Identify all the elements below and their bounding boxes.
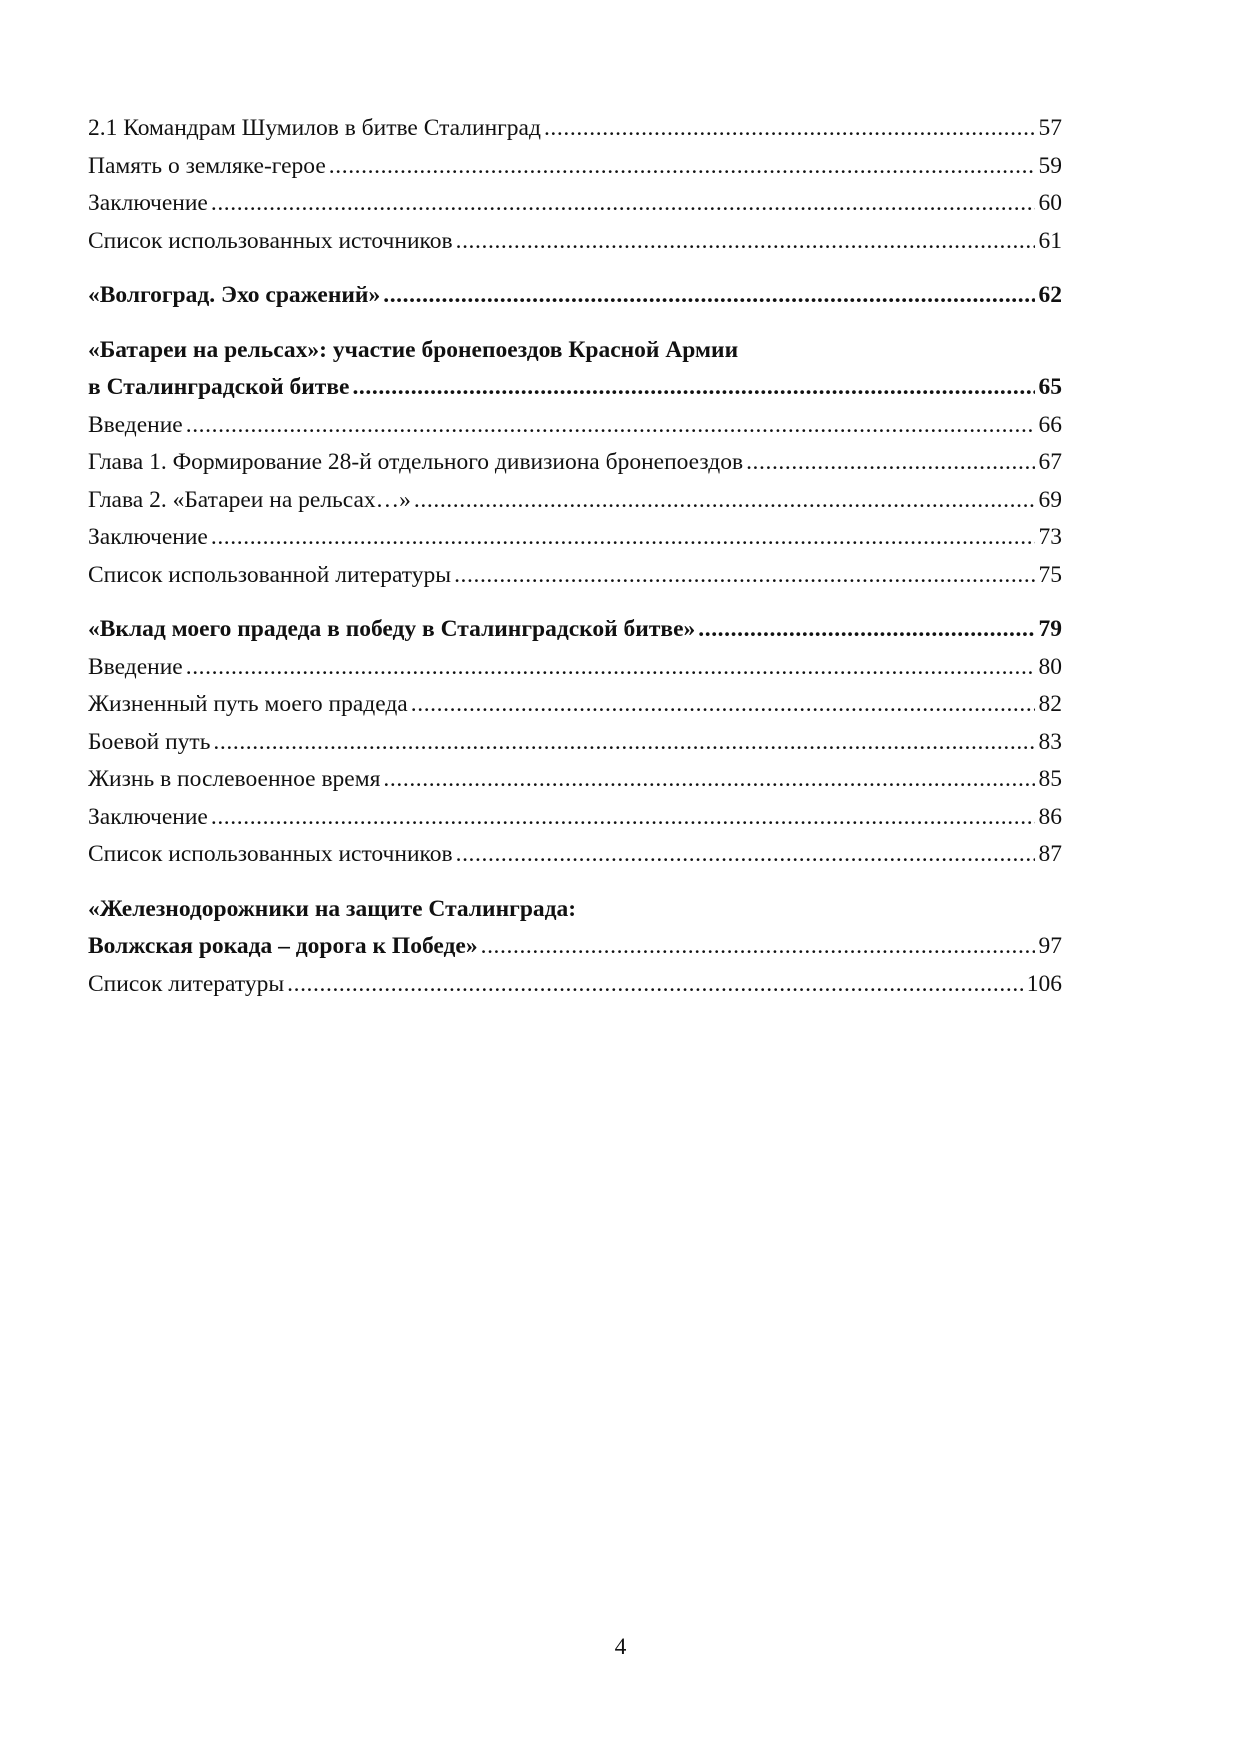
toc-entry-page: 82: [1038, 691, 1062, 717]
toc-entry-title: Жизнь в послевоенное время: [88, 766, 381, 792]
toc-entry: [88, 148, 1062, 186]
toc-entry-title: Жизненный путь моего прадеда: [88, 691, 408, 717]
dot-leader: [698, 611, 1034, 649]
toc-entry-page: 86: [1038, 803, 1062, 830]
toc-section-heading: [88, 928, 1062, 966]
dot-leader: [544, 110, 1035, 148]
toc-entry: [88, 686, 1062, 724]
dot-leader: [352, 369, 1034, 407]
toc-entry: [88, 966, 1062, 1004]
dot-leader: [211, 799, 1035, 837]
toc-entry: [88, 724, 1062, 762]
toc-section-heading: [88, 277, 1062, 315]
dot-leader: [481, 928, 1035, 966]
toc-entry: [88, 557, 1062, 595]
dot-leader: [454, 557, 1034, 595]
dot-leader: [383, 277, 1034, 315]
toc-entry-title: Заключение: [88, 803, 208, 830]
toc-entry-page: 67: [1038, 449, 1062, 475]
toc-entry-title: Список использованных источников: [88, 841, 453, 867]
dot-leader: [186, 649, 1035, 687]
toc-entry-title: «Волгоград. Эхо сражений»: [88, 282, 381, 308]
toc-entry-title-line1: «Батареи на рельсах»: участие бронепоездов Красной Армии: [88, 336, 739, 363]
toc-entry-title: Список литературы: [88, 970, 285, 997]
toc-entry: [88, 110, 1062, 148]
toc-entry: [88, 761, 1062, 799]
toc-entry-page: 75: [1038, 561, 1062, 588]
dot-leader: [411, 686, 1035, 724]
toc-entry-title: Волжская рокада – дорога к Победе»: [88, 933, 478, 959]
toc-entry-page: 106: [1026, 970, 1062, 997]
toc-entry-title: Список использованной литературы: [88, 561, 452, 588]
dot-leader: [186, 407, 1035, 445]
toc-entry-page: 97: [1038, 933, 1062, 959]
toc-entry-title: Заключение: [88, 524, 208, 550]
toc-entry: [88, 799, 1062, 837]
dot-leader: [456, 223, 1035, 261]
toc-entry: [88, 649, 1062, 687]
dot-leader: [414, 482, 1035, 520]
toc-entry-title: Боевой путь: [88, 728, 211, 755]
toc-entry-title: Введение: [88, 411, 183, 438]
toc-entry-page: 87: [1038, 841, 1062, 867]
toc-entry: [88, 444, 1062, 482]
dot-leader: [456, 836, 1035, 874]
toc-entry: [88, 482, 1062, 520]
dot-leader: [211, 519, 1035, 557]
dot-leader: [383, 761, 1034, 799]
toc-entry: [88, 836, 1062, 874]
toc-entry-page: 80: [1038, 653, 1062, 680]
toc-entry-title: в Сталинградской битве: [88, 374, 350, 400]
toc-entry-page: 83: [1038, 728, 1062, 755]
toc-entry-title: «Вклад моего прадеда в победу в Сталинградской битве»: [88, 616, 696, 642]
toc-entry-page: 60: [1038, 190, 1062, 216]
dot-leader: [746, 444, 1034, 482]
toc-entry: [88, 519, 1062, 557]
toc-entry-page: 57: [1038, 115, 1062, 141]
toc-section-heading-line1: [88, 891, 1062, 929]
toc-entry: [88, 407, 1062, 445]
dot-leader: [287, 966, 1023, 1004]
dot-leader: [211, 185, 1035, 223]
toc-entry-title: Список использованных источников: [88, 227, 453, 254]
toc-entry-title: Заключение: [88, 190, 208, 216]
dot-leader: [329, 148, 1035, 186]
toc-entry-page: 59: [1038, 152, 1062, 179]
toc-entry-title: Память о земляке-герое: [88, 152, 326, 179]
toc-entry: [88, 223, 1062, 261]
page-number: 4: [614, 1634, 627, 1660]
toc-entry-page: 73: [1038, 524, 1062, 550]
dot-leader: [213, 724, 1034, 762]
toc-entry-page: 65: [1038, 374, 1062, 400]
toc-section-heading: [88, 369, 1062, 407]
toc-entry-page: 85: [1038, 766, 1062, 792]
toc-entry-title: Глава 2. «Батареи на рельсах…»: [88, 486, 411, 513]
toc-entry-title: Глава 1. Формирование 28-й отдельного дивизиона бронепоездов: [88, 449, 744, 475]
toc-entry-page: 66: [1038, 411, 1062, 438]
table-of-contents: [88, 110, 1062, 1003]
toc-entry-title: Введение: [88, 653, 183, 680]
toc-entry-title: 2.1 Командрам Шумилов в битве Сталинград: [88, 115, 541, 141]
toc-section-heading: [88, 611, 1062, 649]
toc-entry-title-line1: «Железнодорожники на защите Сталинграда:: [88, 895, 577, 922]
toc-entry-page: 69: [1038, 486, 1062, 513]
toc-entry: [88, 185, 1062, 223]
toc-entry-page: 61: [1038, 227, 1062, 254]
toc-entry-page: 62: [1038, 282, 1062, 308]
toc-entry-page: 79: [1038, 616, 1062, 642]
toc-section-heading-line1: [88, 332, 1062, 370]
